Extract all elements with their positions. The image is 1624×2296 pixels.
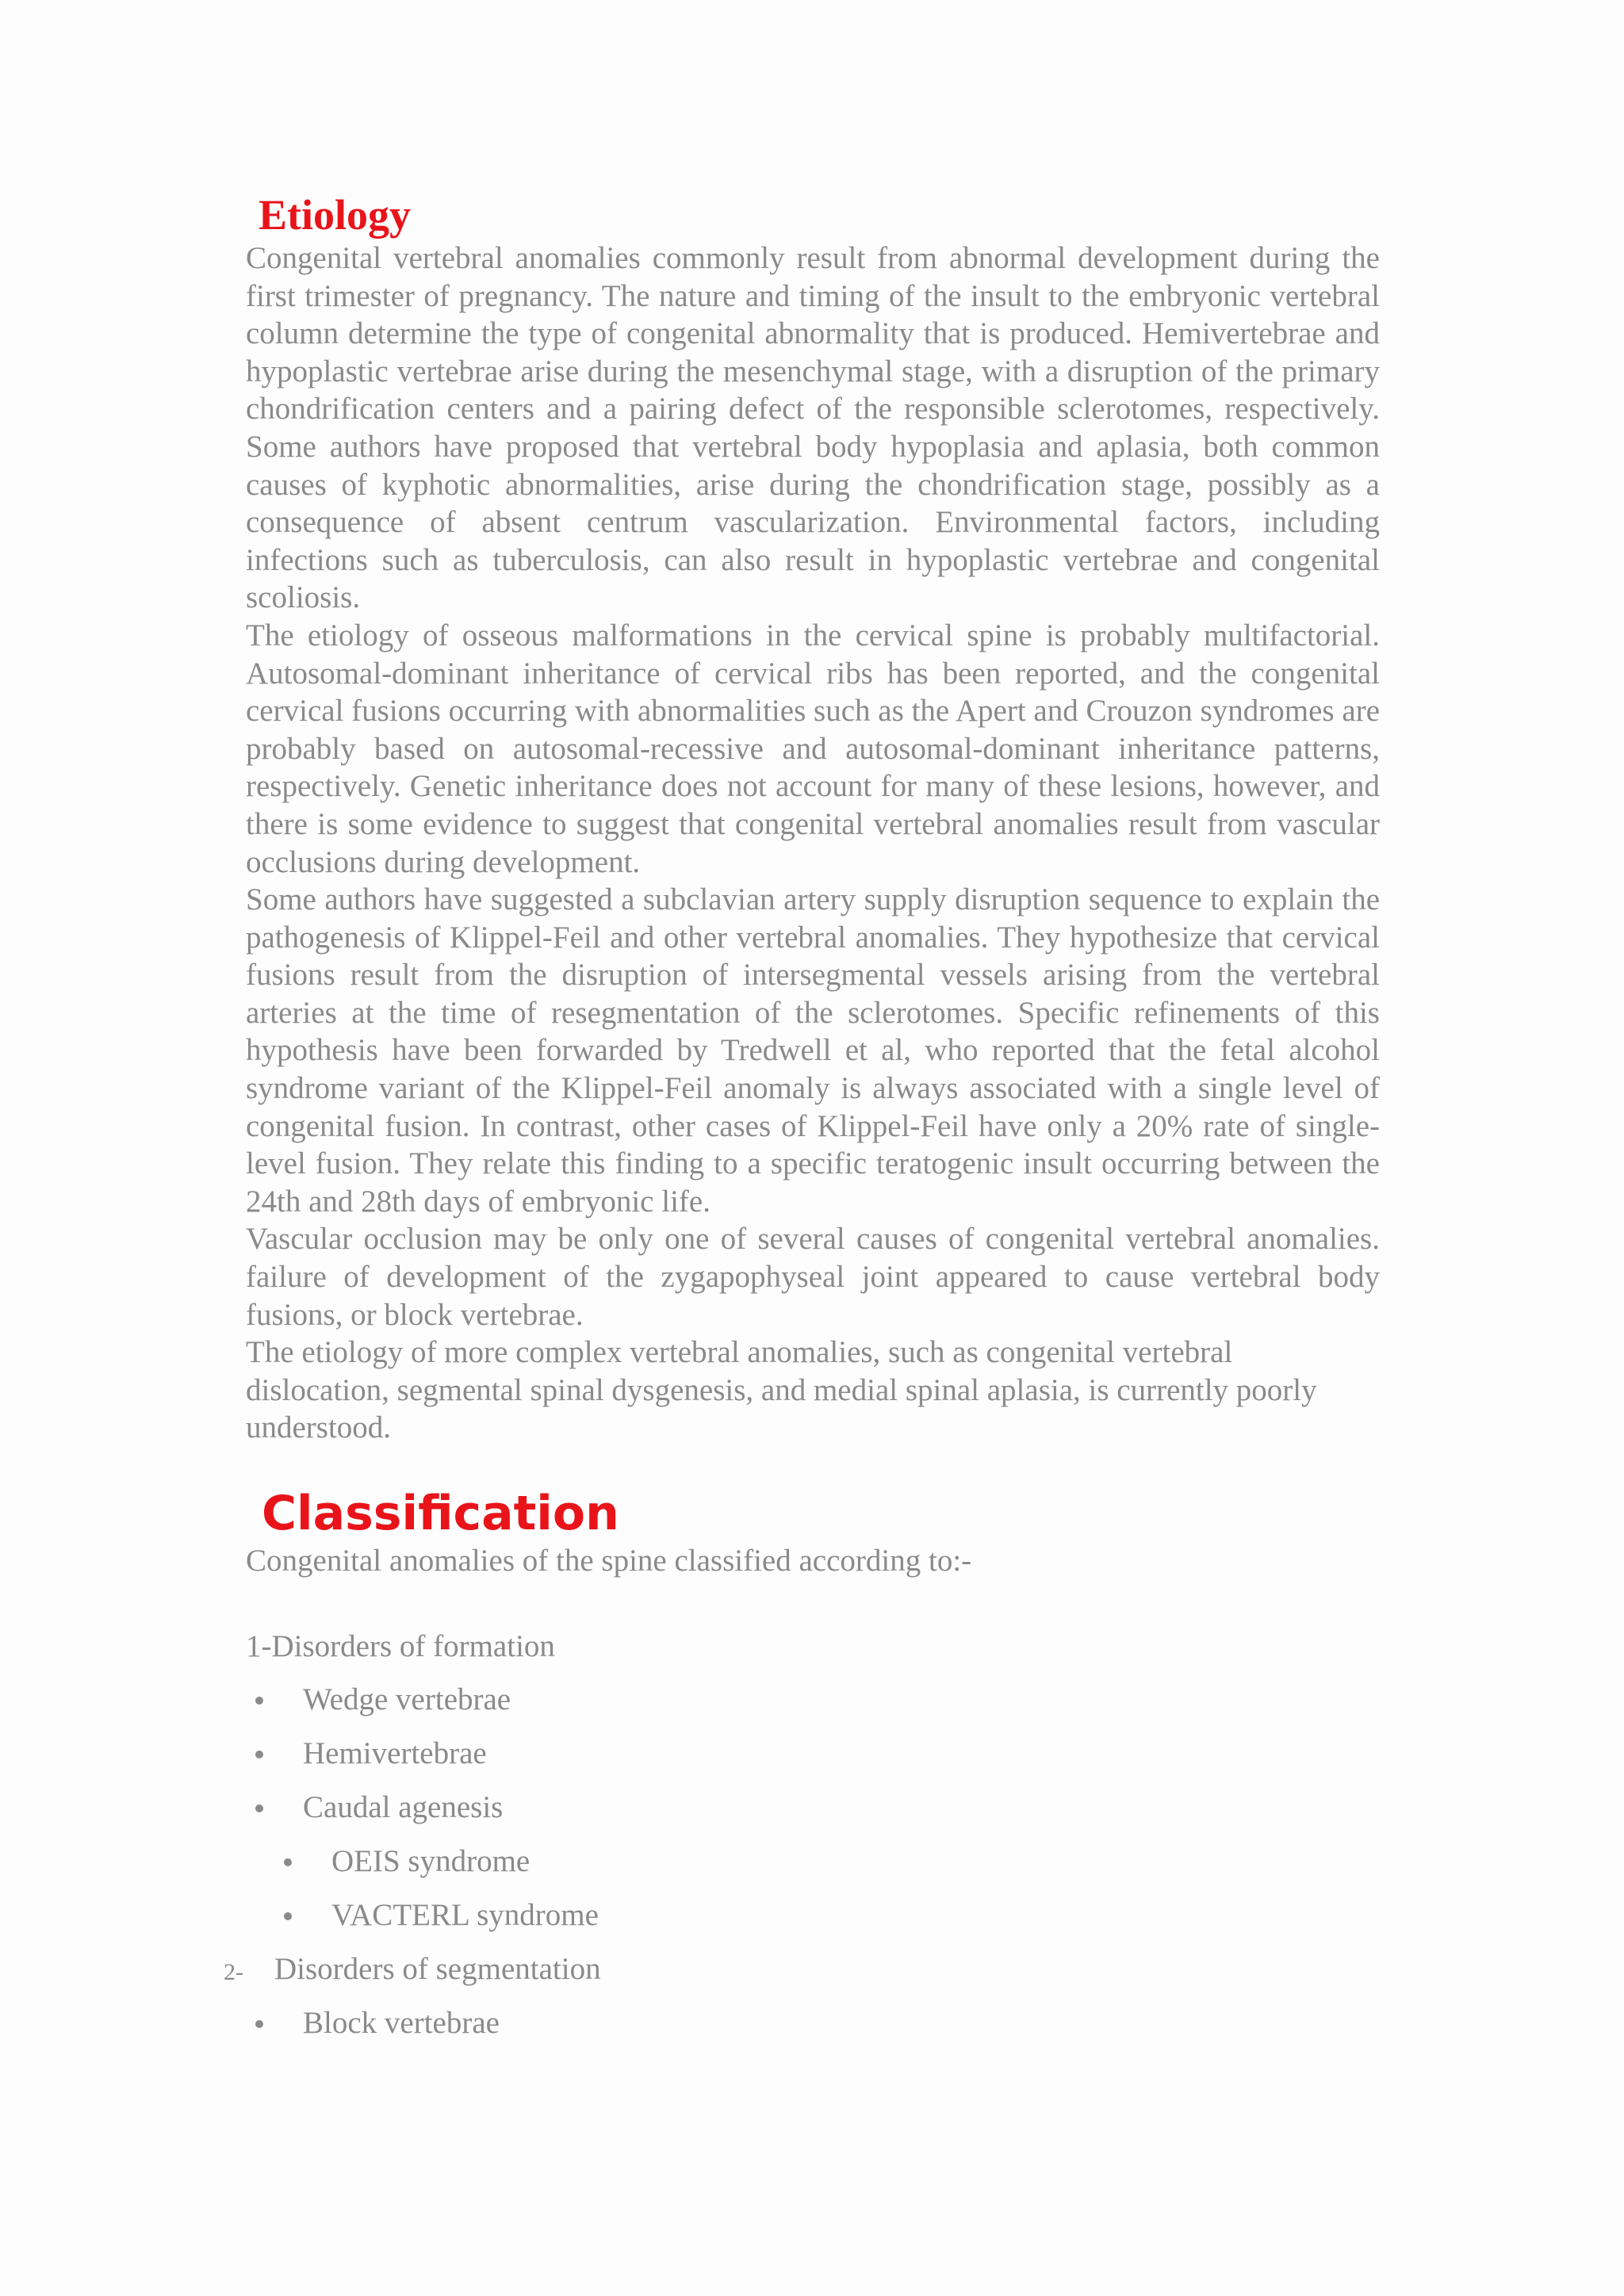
etiology-paragraph-3: Some authors have suggested a subclavian artery supply disruption sequence to explain the pathogenesis of Klippel-Feil and other vertebral anomalies. They hypothesize that cervical fusions result from the disruption of intersegmental vessels arising from the vertebral arteries at the time of resegmentation of the sclerotomes. Specific refinements of this hypothesis have been forwarded by Tredwell et al, who reported that the fetal alcohol syndrome variant of the Klippel-Feil anomaly is always associated with a single level of congenital fusion. In contrast, other cases of Klippel-Feil have only a 20% rate of single-level fusion. They relate this finding to a specific teratogenic insult occurring between the 24th and 28th days of embryonic life. [246,882,1380,1219]
list-item [246,2004,1380,2058]
bullet-icon [255,1751,263,1758]
list-item-label: Caudal agenesis [303,1790,504,1825]
group-2-title-row [224,1950,1380,2004]
list-item [246,1735,1380,1789]
etiology-paragraph-4: Vascular occlusion may be only one of several causes of congenital vertebral anomalies. failure of development of the zygapophyseal joint appeared to cause vertebral body fusions, or block vertebrae. [246,1222,1380,1332]
list-item [246,1789,1380,1843]
list-item [246,1896,1380,1950]
list-item-label: VACTERL syndrome [331,1898,599,1933]
bullet-icon [284,1858,292,1866]
bullet-icon [255,1804,263,1812]
bullet-icon [255,2020,263,2028]
group-1-title: 1-Disorders of formation [246,1628,555,1663]
document-page [224,190,1380,2058]
group-2-title: Disorders of segmentation [274,1952,601,1987]
group-1-list [246,1681,1380,1843]
list-item [246,1843,1380,1896]
group-1-sublist [246,1843,1380,1950]
classification-intro: Congenital anomalies of the spine classified according to:- [246,1544,972,1578]
list-item-label: Block vertebrae [303,2006,500,2041]
list-item-label: Wedge vertebrae [303,1682,511,1717]
etiology-heading: Etiology [259,191,412,239]
classification-heading: Classification [262,1486,619,1541]
list-item [246,1681,1380,1735]
bullet-icon [284,1912,292,1920]
bullet-icon [255,1697,263,1705]
etiology-paragraph-1: Congenital vertebral anomalies commonly result from abnormal development during the first trimester of pregnancy. The nature and timing of the insult to the embryonic vertebral column determine the type of congenital abnormality that is produced. Hemivertebrae and hypoplastic vertebrae arise during the mesenchymal stage, with a disruption of the primary chondrification centers and a pairing defect of the responsible sclerotomes, respectively. Some authors have proposed that vertebral body hypoplasia and aplasia, both common causes of kyphotic abnormalities, arise during the chondrification stage, possibly as a consequence of absent centrum vascularization. Environmental factors, including infections such as tuberculosis, can also result in hypoplastic vertebrae and congenital scoliosis. [246,241,1380,615]
list-item-label: OEIS syndrome [331,1844,530,1879]
group-2-list [246,2004,1380,2058]
etiology-paragraph-5: The etiology of more complex vertebral anomalies, such as congenital vertebral dislocation, segmental spinal dysgenesis, and medial spinal aplasia, is currently poorly understood. [246,1335,1317,1445]
group-2-number: 2- [224,1959,243,1986]
list-item-label: Hemivertebrae [303,1736,487,1771]
etiology-paragraph-2: The etiology of osseous malformations in the cervical spine is probably multifactorial. Autosomal-dominant inheritance of cervical ribs has been reported, and the congenital cervical fusions occurring with abnormalities such as the Apert and Crouzon syndromes are probably based on autosomal-recessive and autosomal-dominant inheritance patterns, respectively. Genetic inheritance does not account for many of these lesions, however, and there is some evidence to suggest that congenital vertebral anomalies result from vascular occlusions during development. [246,618,1380,879]
